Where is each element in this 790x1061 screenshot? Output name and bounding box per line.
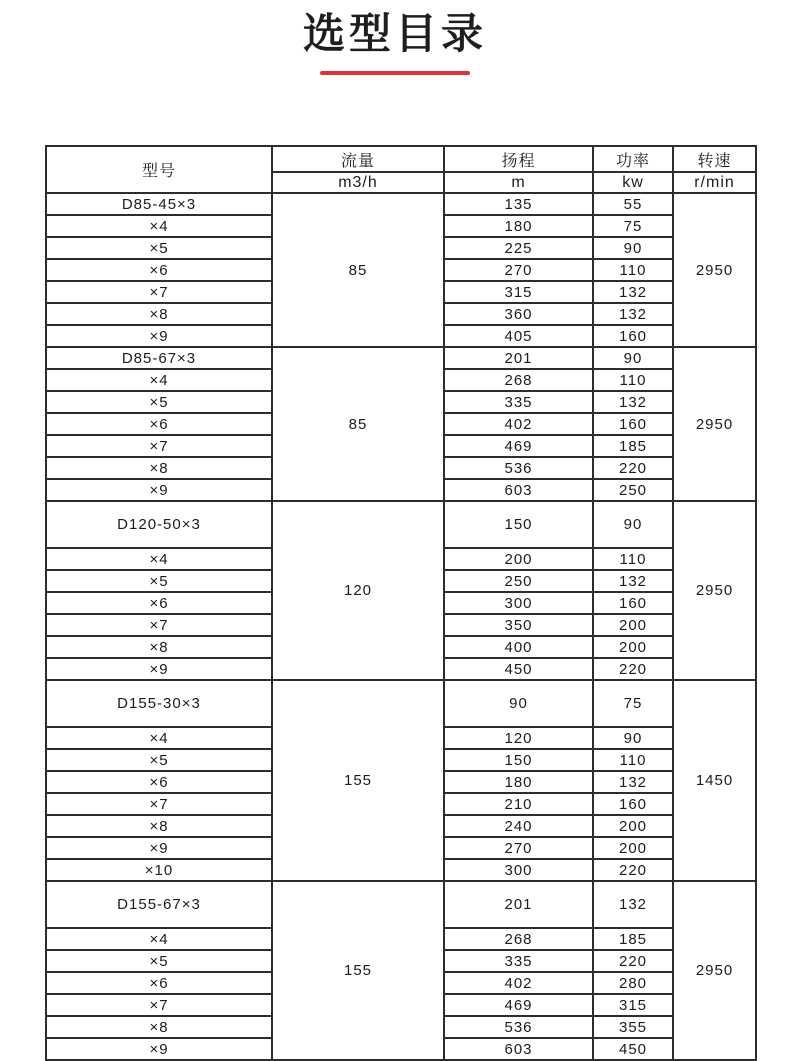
model-cell: ×7 [46, 793, 272, 815]
model-cell: ×6 [46, 413, 272, 435]
head-cell: 240 [444, 815, 593, 837]
catalog-table-header [46, 146, 756, 193]
model-cell: ×4 [46, 215, 272, 237]
table-row [46, 881, 756, 928]
head-cell: 90 [444, 680, 593, 727]
head-cell: 603 [444, 479, 593, 501]
head-cell: 402 [444, 413, 593, 435]
model-cell: ×5 [46, 749, 272, 771]
head-cell: 402 [444, 972, 593, 994]
power-cell: 185 [593, 435, 673, 457]
model-cell: ×10 [46, 859, 272, 881]
model-cell: ×9 [46, 658, 272, 680]
power-cell: 220 [593, 950, 673, 972]
power-cell: 200 [593, 636, 673, 658]
model-cell: ×7 [46, 435, 272, 457]
col-header-speed: 转速 [673, 146, 756, 172]
head-cell: 135 [444, 193, 593, 215]
model-cell: ×9 [46, 325, 272, 347]
power-cell: 200 [593, 614, 673, 636]
model-cell: ×8 [46, 1016, 272, 1038]
head-cell: 603 [444, 1038, 593, 1060]
power-cell: 220 [593, 457, 673, 479]
model-cell: ×8 [46, 815, 272, 837]
col-header-head: 扬程 [444, 146, 593, 172]
head-cell: 469 [444, 994, 593, 1016]
power-cell: 90 [593, 237, 673, 259]
power-cell: 110 [593, 749, 673, 771]
model-cell: D85-67×3 [46, 347, 272, 369]
table-row [46, 680, 756, 727]
model-cell: ×4 [46, 727, 272, 749]
head-cell: 300 [444, 859, 593, 881]
head-cell: 469 [444, 435, 593, 457]
model-cell: ×7 [46, 281, 272, 303]
model-cell: D155-67×3 [46, 881, 272, 928]
model-cell: ×7 [46, 994, 272, 1016]
power-cell: 90 [593, 727, 673, 749]
flow-cell: 155 [272, 680, 444, 881]
power-cell: 160 [593, 592, 673, 614]
model-cell: ×8 [46, 636, 272, 658]
speed-cell: 2950 [673, 193, 756, 347]
power-cell: 110 [593, 548, 673, 570]
power-cell: 110 [593, 259, 673, 281]
power-cell: 220 [593, 859, 673, 881]
power-cell: 75 [593, 680, 673, 727]
head-cell: 180 [444, 215, 593, 237]
power-cell: 132 [593, 881, 673, 928]
title-block [0, 0, 790, 75]
head-cell: 400 [444, 636, 593, 658]
head-cell: 405 [444, 325, 593, 347]
head-cell: 210 [444, 793, 593, 815]
head-cell: 335 [444, 391, 593, 413]
catalog-table [45, 145, 757, 1061]
head-cell: 268 [444, 369, 593, 391]
col-header-flow: 流量 [272, 146, 444, 172]
model-cell: ×8 [46, 303, 272, 325]
head-cell: 270 [444, 259, 593, 281]
head-cell: 201 [444, 347, 593, 369]
model-cell: ×7 [46, 614, 272, 636]
power-cell: 250 [593, 479, 673, 501]
power-cell: 220 [593, 658, 673, 680]
model-cell: ×4 [46, 369, 272, 391]
model-cell: ×9 [46, 479, 272, 501]
table-row [46, 501, 756, 548]
header-row-titles [46, 146, 756, 172]
model-cell: ×6 [46, 259, 272, 281]
title-underline [320, 71, 470, 75]
model-cell: ×5 [46, 950, 272, 972]
head-cell: 536 [444, 1016, 593, 1038]
power-cell: 132 [593, 391, 673, 413]
head-cell: 250 [444, 570, 593, 592]
page-title: 选型目录 [302, 10, 487, 57]
model-cell: ×8 [46, 457, 272, 479]
power-cell: 55 [593, 193, 673, 215]
flow-cell: 85 [272, 193, 444, 347]
power-cell: 132 [593, 303, 673, 325]
power-cell: 280 [593, 972, 673, 994]
model-cell: ×9 [46, 1038, 272, 1060]
power-cell: 132 [593, 771, 673, 793]
power-cell: 160 [593, 413, 673, 435]
power-cell: 75 [593, 215, 673, 237]
speed-cell: 2950 [673, 501, 756, 680]
head-cell: 120 [444, 727, 593, 749]
power-cell: 315 [593, 994, 673, 1016]
head-cell: 315 [444, 281, 593, 303]
table-row [46, 193, 756, 215]
speed-cell: 2950 [673, 881, 756, 1060]
head-cell: 270 [444, 837, 593, 859]
head-cell: 350 [444, 614, 593, 636]
model-cell: ×6 [46, 592, 272, 614]
power-cell: 110 [593, 369, 673, 391]
model-cell: ×4 [46, 548, 272, 570]
model-cell: ×6 [46, 771, 272, 793]
head-cell: 268 [444, 928, 593, 950]
flow-cell: 120 [272, 501, 444, 680]
speed-cell: 1450 [673, 680, 756, 881]
power-cell: 160 [593, 793, 673, 815]
power-cell: 90 [593, 501, 673, 548]
table-row [46, 347, 756, 369]
col-header-model: 型号 [46, 146, 272, 193]
model-cell: ×5 [46, 391, 272, 413]
catalog-table-body [46, 193, 756, 1060]
model-cell: ×6 [46, 972, 272, 994]
head-cell: 200 [444, 548, 593, 570]
model-cell: D85-45×3 [46, 193, 272, 215]
head-cell: 300 [444, 592, 593, 614]
power-cell: 185 [593, 928, 673, 950]
head-cell: 225 [444, 237, 593, 259]
model-cell: ×4 [46, 928, 272, 950]
head-cell: 536 [444, 457, 593, 479]
head-cell: 360 [444, 303, 593, 325]
power-cell: 450 [593, 1038, 673, 1060]
power-cell: 132 [593, 570, 673, 592]
col-unit-flow: m3/h [272, 172, 444, 193]
model-cell: ×5 [46, 570, 272, 592]
power-cell: 200 [593, 837, 673, 859]
model-cell: D120-50×3 [46, 501, 272, 548]
model-cell: D155-30×3 [46, 680, 272, 727]
head-cell: 201 [444, 881, 593, 928]
col-unit-head: m [444, 172, 593, 193]
flow-cell: 85 [272, 347, 444, 501]
col-unit-power: kw [593, 172, 673, 193]
flow-cell: 155 [272, 881, 444, 1060]
model-cell: ×9 [46, 837, 272, 859]
power-cell: 90 [593, 347, 673, 369]
head-cell: 150 [444, 501, 593, 548]
head-cell: 450 [444, 658, 593, 680]
power-cell: 160 [593, 325, 673, 347]
head-cell: 335 [444, 950, 593, 972]
power-cell: 132 [593, 281, 673, 303]
col-header-power: 功率 [593, 146, 673, 172]
speed-cell: 2950 [673, 347, 756, 501]
model-cell: ×5 [46, 237, 272, 259]
power-cell: 355 [593, 1016, 673, 1038]
head-cell: 150 [444, 749, 593, 771]
col-unit-speed: r/min [673, 172, 756, 193]
power-cell: 200 [593, 815, 673, 837]
head-cell: 180 [444, 771, 593, 793]
